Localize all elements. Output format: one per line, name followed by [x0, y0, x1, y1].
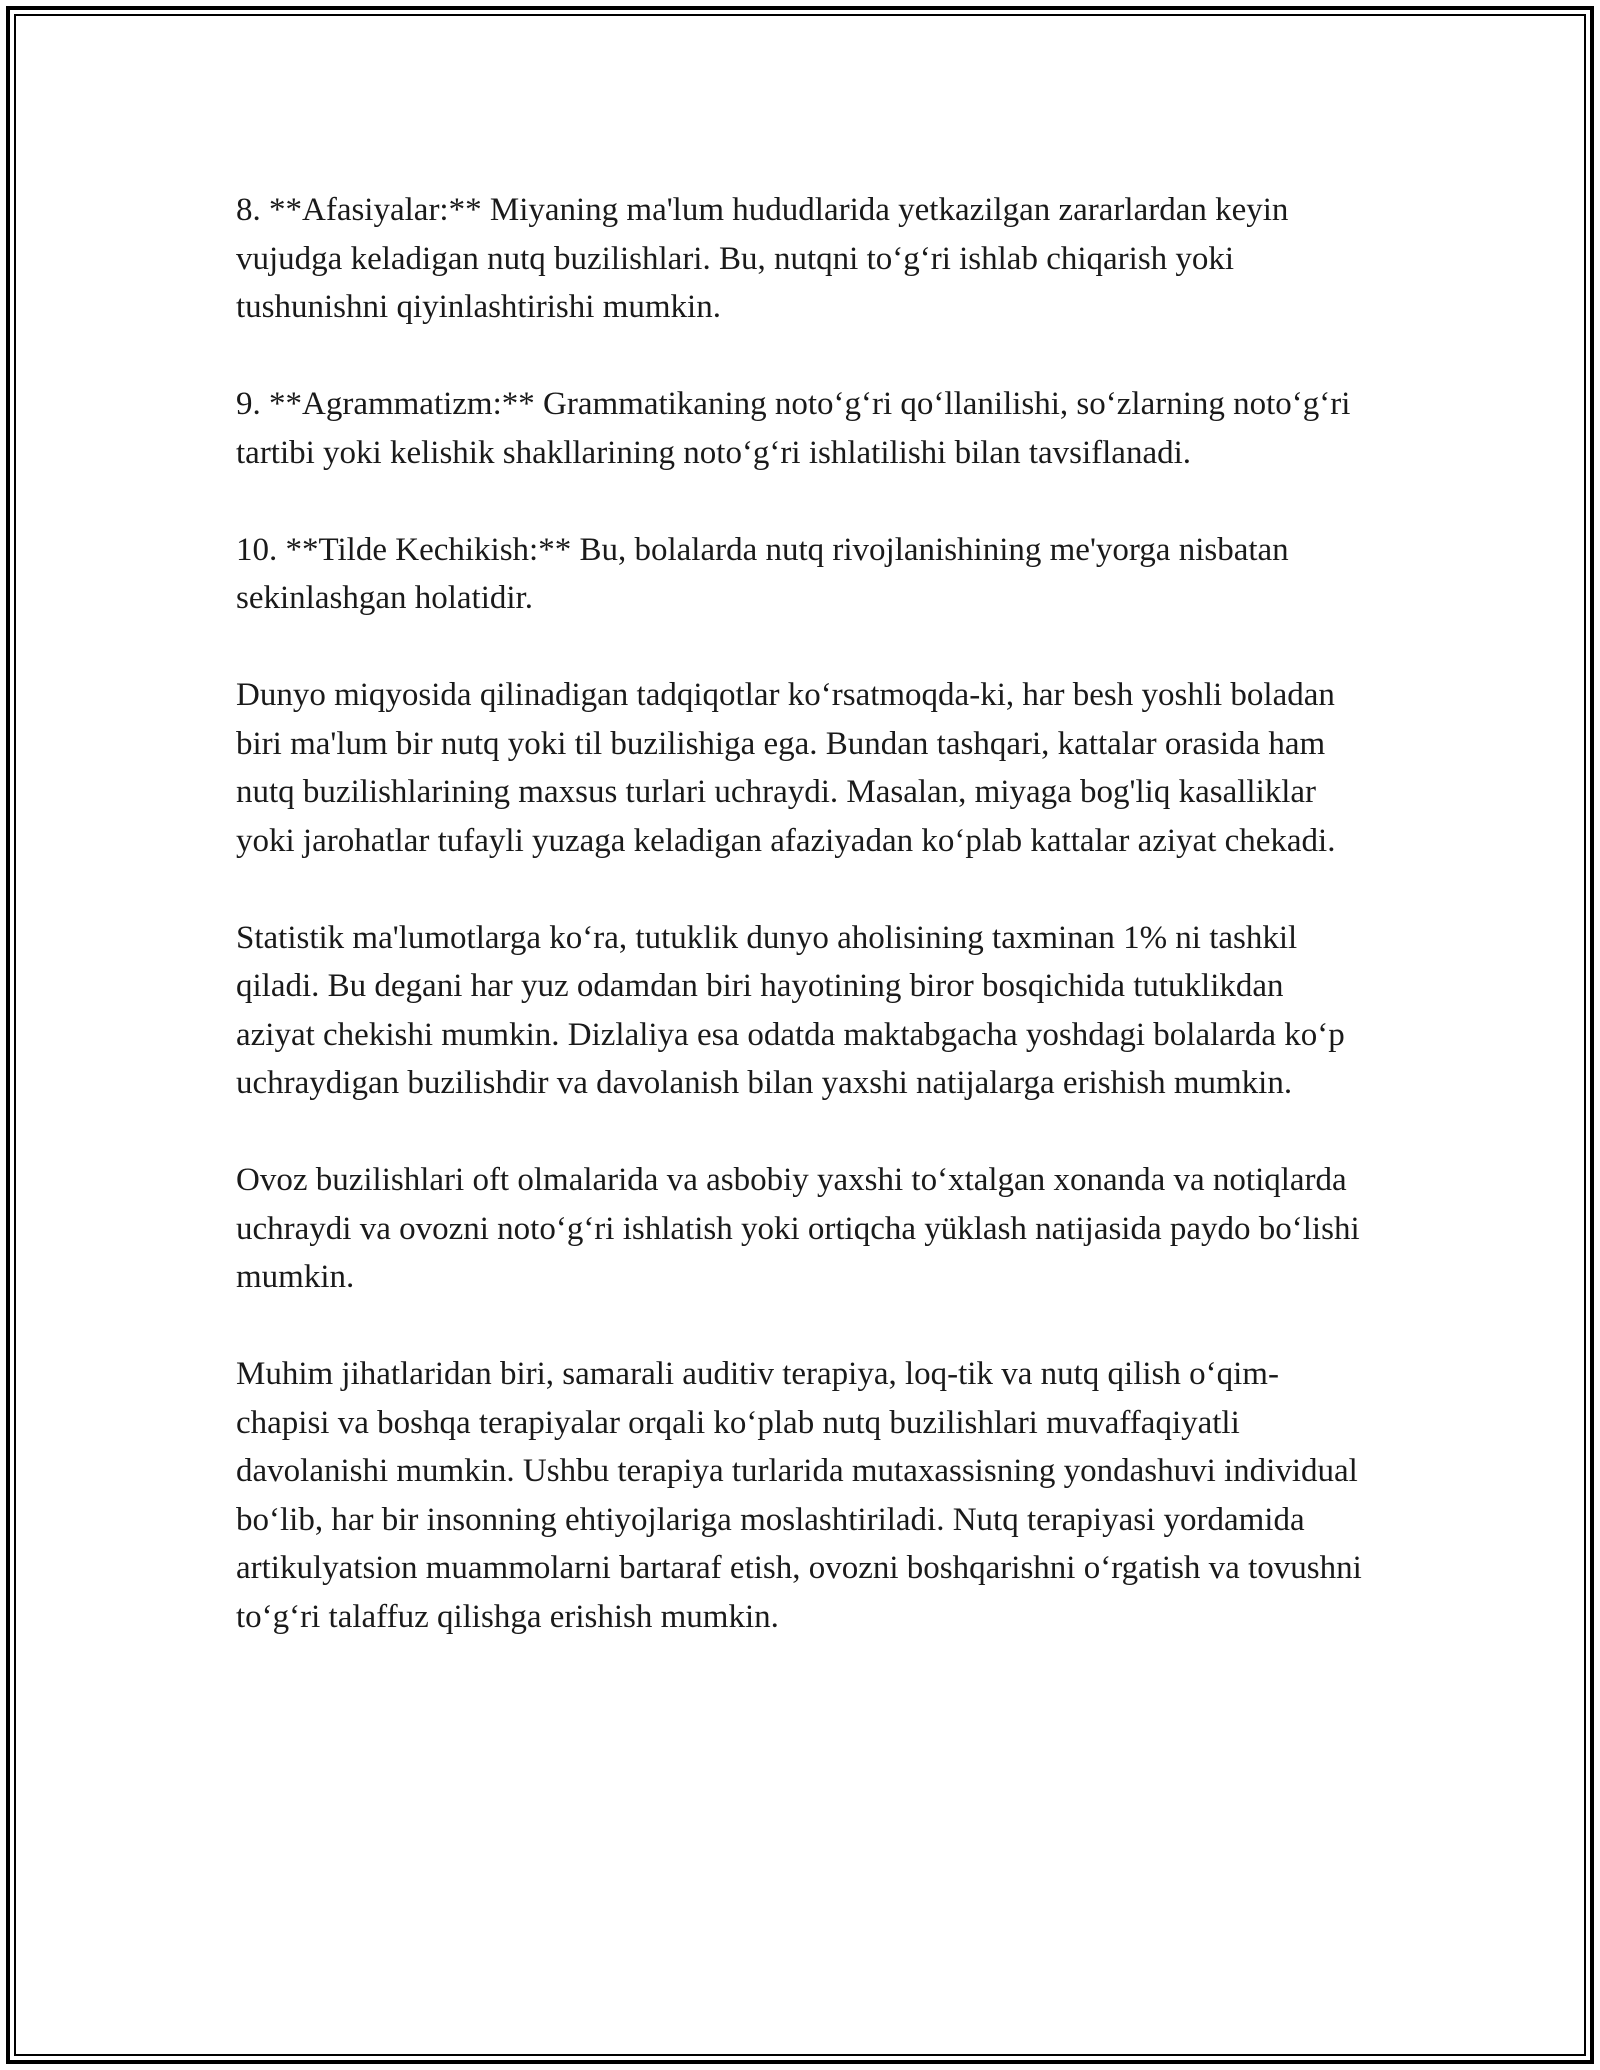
- paragraph-afasiyalar: 8. **Afasiyalar:** Miyaning ma'lum hududlarida yetkazilgan zararlardan keyin vujudga keladigan nutq buzilishlari. Bu, nutqni to‘g‘ri ishlab chiqarish yoki tushunishni qiyinlashtirishi mumkin.: [236, 192, 1289, 325]
- paragraph-research: Dunyo miqyosida qilinadigan tadqiqotlar ko‘rsatmoqda-ki, har besh yoshli boladan biri ma'lum bir nutq yoki til buzilishiga ega. Bundan tashqari, kattalar orasida ham nutq buzilishlarining maxsus turlari uchraydi. Masalan, miyaga bog'liq kasalliklar yoki jarohatlar tufayli yuzaga keladigan afaziyadan ko‘plab kattalar aziyat chekadi.: [236, 677, 1336, 859]
- paragraph-statistics: Statistik ma'lumotlarga ko‘ra, tutuklik dunyo aholisining taxminan 1% ni tashkil qiladi. Bu degani har yuz odamdan biri hayotining biror bosqichida tutuklikdan aziyat chekishi mumkin. Dizlaliya esa odatda maktabgacha yoshdagi bolalarda ko‘p uchraydigan buzilishdir va davolanish bilan yaxshi natijalarga erishish mumkin.: [236, 919, 1345, 1101]
- paragraph-voice-disorders: Ovoz buzilishlari oft olmalarida va asbobiy yaxshi to‘xtalgan xonanda va notiqlarda uchraydi va ovozni noto‘g‘ri ishlatish yoki ortiqcha yüklash natijasida paydo bo‘lishi mumkin.: [236, 1162, 1360, 1295]
- paragraph-tilde-kechikish: 10. **Tilde Kechikish:** Bu, bolalarda nutq rivojlanishining me'yorga nisbatan sekinlashgan holatidir.: [236, 531, 1289, 616]
- paragraph-agrammatizm: 9. **Agrammatizm:** Grammatikaning noto‘g‘ri qo‘llanilishi, so‘zlarning noto‘g‘ri tartibi yoki kelishik shakllarining noto‘g‘ri ishlatilishi bilan tavsiflanadi.: [236, 386, 1351, 471]
- document-body: [236, 186, 1366, 1690]
- paragraph-therapy: Muhim jihatlaridan biri, samarali auditiv terapiya, loq-tik va nutq qilish o‘qim-chapisi va boshqa terapiyalar orqali ko‘plab nutq buzilishlari muvaffaqiyatli davolanishi mumkin. Ushbu terapiya turlarida mutaxassisning yondashuvi individual bo‘lib, har bir insonning ehtiyojlariga moslashtiriladi. Nutq terapiyasi yordamida artikulyatsion muammolarni bartaraf etish, ovozni boshqarishni o‘rgatish va tovushni to‘g‘ri talaffuz qilishga erishish mumkin.: [236, 1356, 1362, 1635]
